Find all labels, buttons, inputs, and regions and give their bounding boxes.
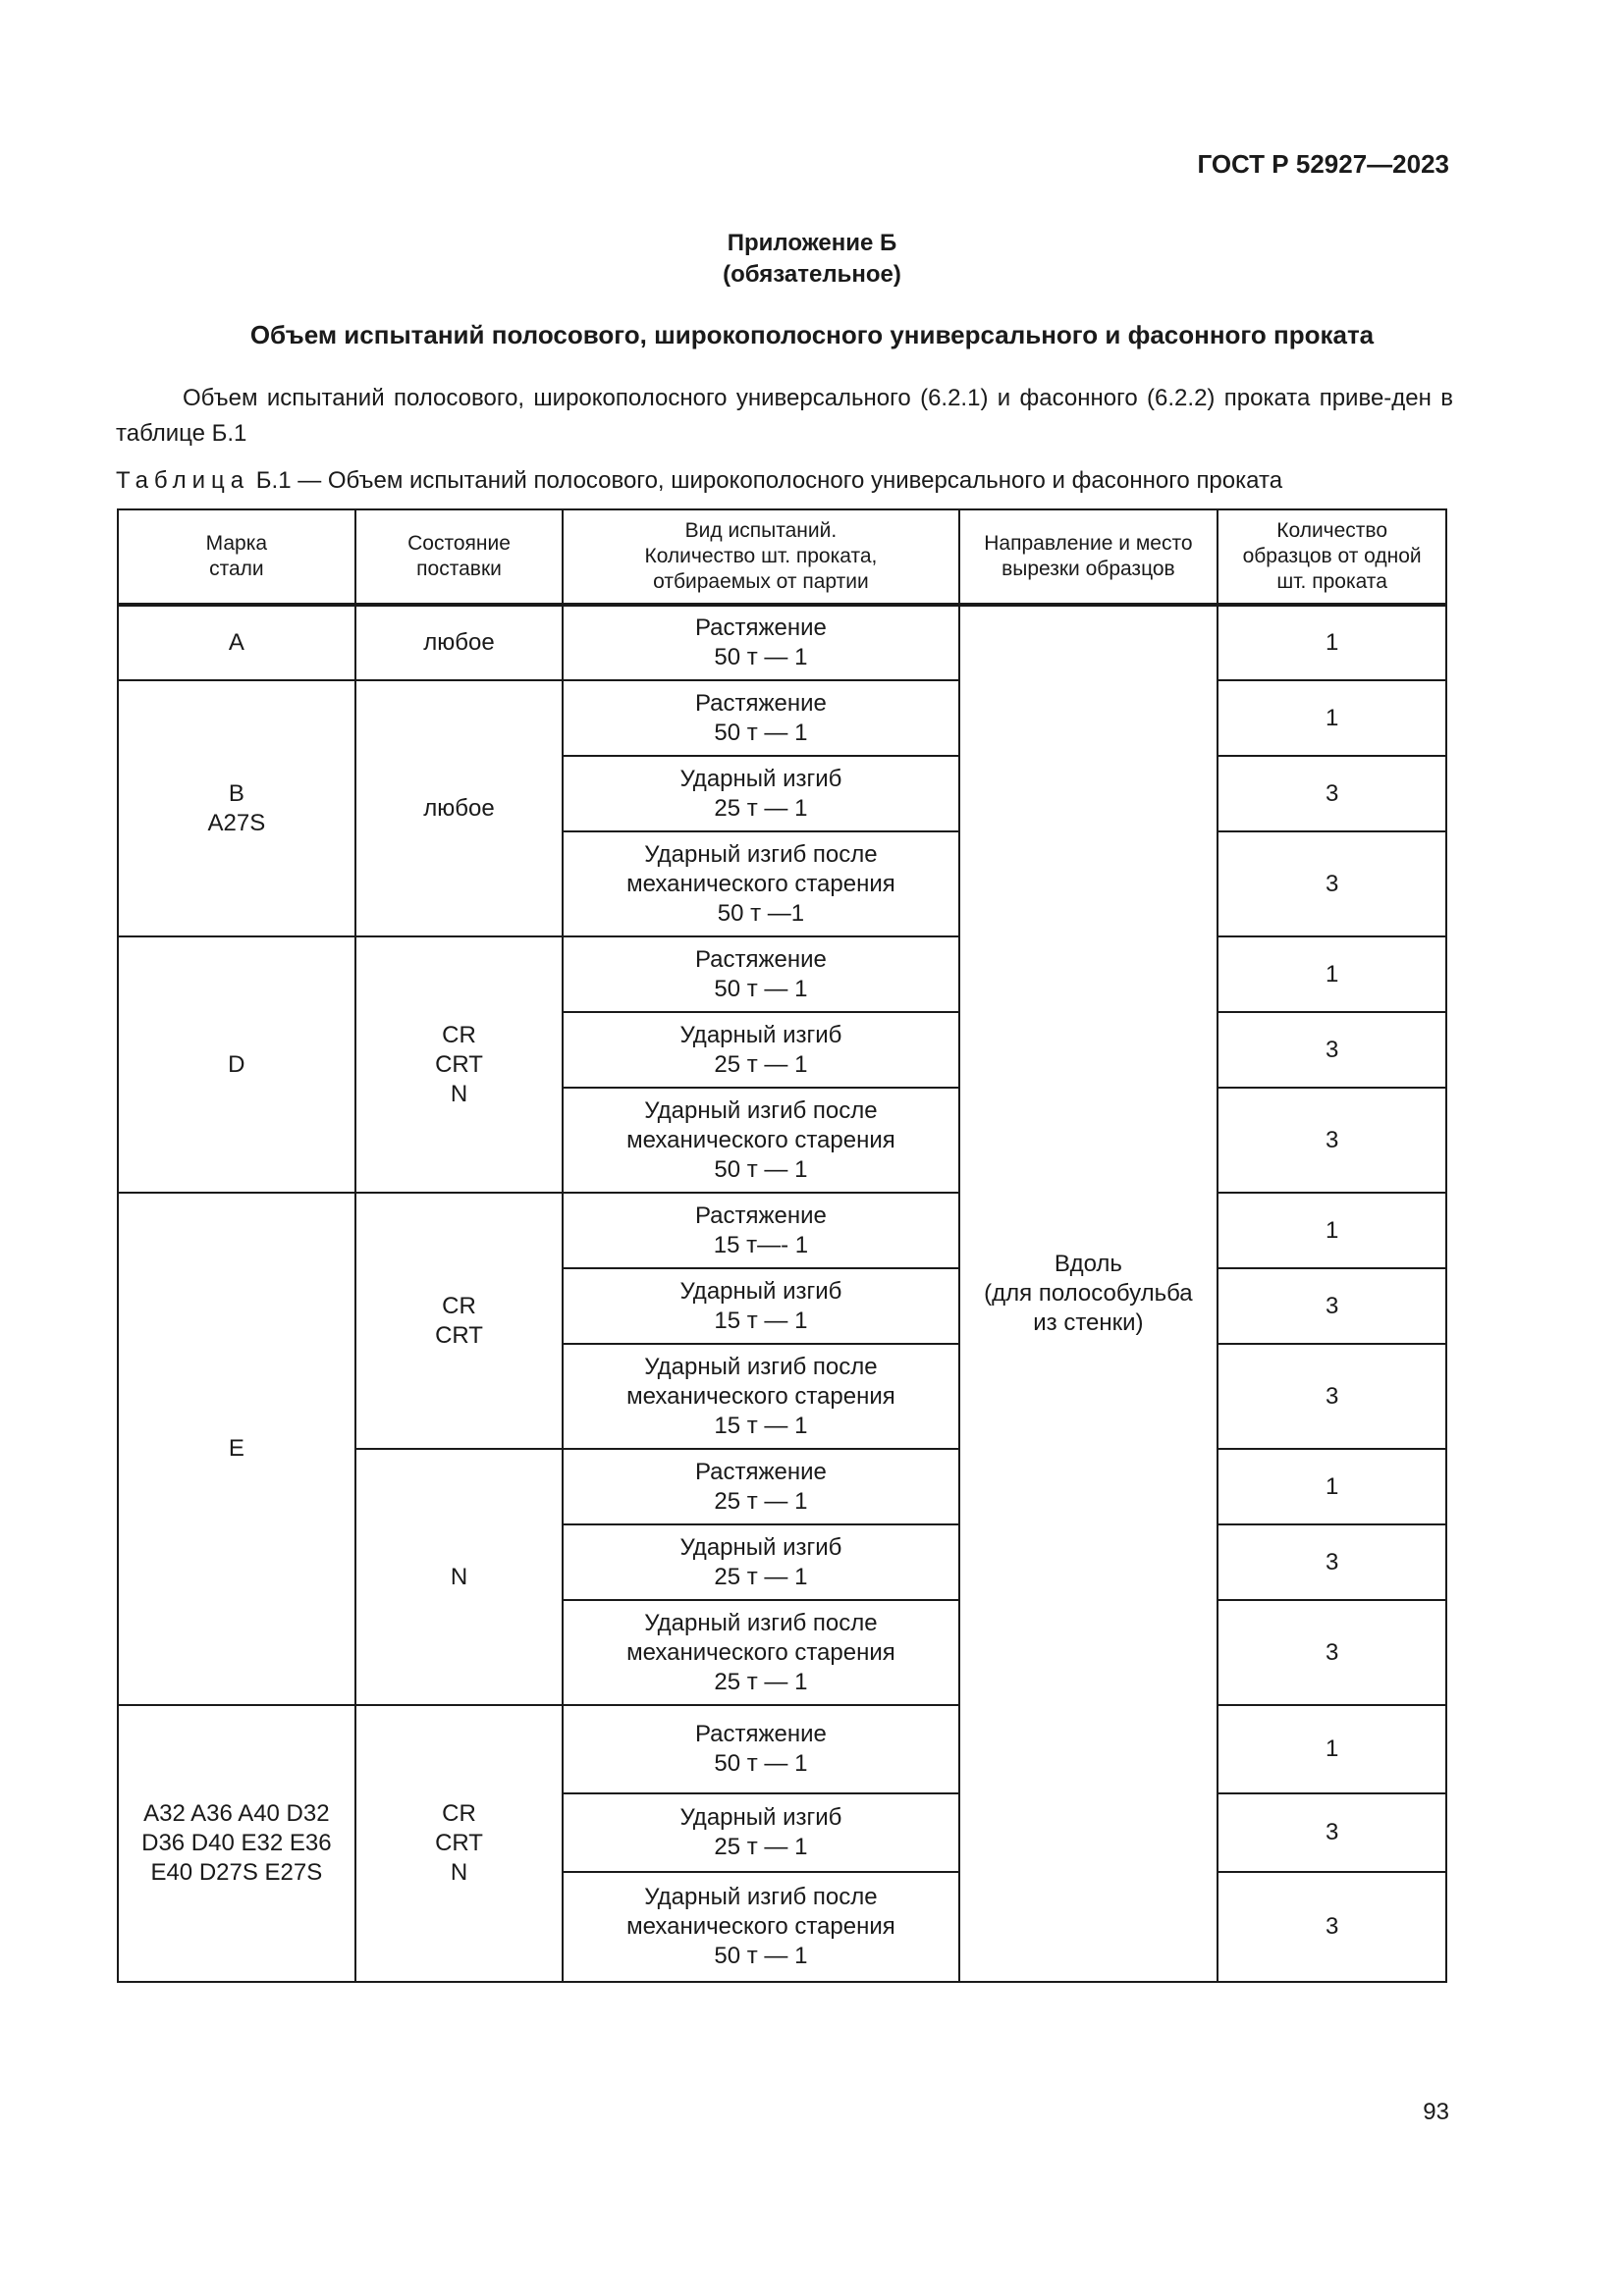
delivery-condition-cell: любое: [355, 605, 564, 680]
sample-count-cell: 3: [1218, 1524, 1446, 1600]
table-caption-label: Таблица: [116, 467, 250, 494]
header-sample-direction: Направление и место вырезки образцов: [959, 509, 1218, 605]
test-cell: Ударный изгиб после механического старения 50 т — 1: [563, 1088, 958, 1193]
sample-count-cell: 3: [1218, 831, 1446, 936]
test-cell: Ударный изгиб после механического старения 25 т — 1: [563, 1600, 958, 1705]
test-cell: Ударный изгиб 25 т — 1: [563, 1012, 958, 1088]
steel-grade-cell: E: [118, 1193, 355, 1705]
test-scope-table: [117, 508, 1447, 1983]
test-cell: Растяжение 50 т — 1: [563, 680, 958, 756]
sample-count-cell: 3: [1218, 1872, 1446, 1982]
test-cell: Ударный изгиб после механического старения 50 т —1: [563, 831, 958, 936]
annex-status: (обязательное): [723, 261, 901, 288]
standard-number: ГОСТ Р 52927—2023: [1197, 149, 1449, 179]
table-row: [118, 1193, 1446, 1268]
intro-paragraph: Объем испытаний полосового, широкополосного универсального (6.2.1) и фасонного (6.2.2) проката приве-ден в таблице Б.1: [116, 385, 1453, 447]
sample-count-cell: 3: [1218, 1268, 1446, 1344]
steel-grade-cell: B A27S: [118, 680, 355, 936]
steel-grade-cell: A: [118, 605, 355, 680]
delivery-condition-cell: CR CRT N: [355, 1705, 564, 1982]
delivery-condition-cell: любое: [355, 680, 564, 936]
sample-count-cell: 1: [1218, 936, 1446, 1012]
section-heading: Объем испытаний полосового, широкополосного универсального и фасонного проката: [249, 320, 1375, 349]
annex-title: Приложение Б: [727, 230, 897, 256]
test-cell: Ударный изгиб после механического старения 15 т — 1: [563, 1344, 958, 1449]
sample-count-cell: 3: [1218, 1793, 1446, 1872]
sample-count-cell: 1: [1218, 1193, 1446, 1268]
sample-count-cell: 3: [1218, 1600, 1446, 1705]
test-cell: Растяжение 50 т — 1: [563, 936, 958, 1012]
delivery-condition-cell: CR CRT N: [355, 936, 564, 1193]
test-cell: Растяжение 50 т — 1: [563, 1705, 958, 1793]
test-cell: Ударный изгиб 15 т — 1: [563, 1268, 958, 1344]
delivery-condition-cell: CR CRT: [355, 1193, 564, 1449]
delivery-condition-cell: N: [355, 1449, 564, 1705]
steel-grade-cell: D: [118, 936, 355, 1193]
table-row: [118, 605, 1446, 680]
sample-count-cell: 3: [1218, 1344, 1446, 1449]
table-header-row: [118, 509, 1446, 605]
test-cell: Растяжение 25 т — 1: [563, 1449, 958, 1524]
test-cell: Ударный изгиб 25 т — 1: [563, 1524, 958, 1600]
annex-header: [0, 228, 1624, 291]
table-row: [118, 936, 1446, 1012]
sample-count-cell: 1: [1218, 1449, 1446, 1524]
table-caption-text: Б.1 — Объем испытаний полосового, широкополосного универсального и фасонного проката: [255, 467, 1283, 494]
sample-direction-cell: Вдоль (для полособульба из стенки): [959, 605, 1218, 1982]
steel-grade-cell: A32 A36 A40 D32 D36 D40 E32 E36 E40 D27S E27S: [118, 1705, 355, 1982]
sample-count-cell: 1: [1218, 605, 1446, 680]
header-sample-count: Количество образцов от одной шт. проката: [1218, 509, 1446, 605]
header-test-type: Вид испытаний. Количество шт. проката, отбираемых от партии: [563, 509, 958, 605]
table-caption: [116, 467, 1282, 495]
test-cell: Ударный изгиб после механического старения 50 т — 1: [563, 1872, 958, 1982]
page-number: 93: [1423, 2099, 1449, 2125]
test-cell: Растяжение 50 т — 1: [563, 605, 958, 680]
sample-count-cell: 3: [1218, 1088, 1446, 1193]
test-cell: Растяжение 15 т—- 1: [563, 1193, 958, 1268]
header-steel-grade: Марка стали: [118, 509, 355, 605]
sample-count-cell: 3: [1218, 1012, 1446, 1088]
header-delivery-condition: Состояние поставки: [355, 509, 564, 605]
test-cell: Ударный изгиб 25 т — 1: [563, 756, 958, 831]
sample-count-cell: 1: [1218, 680, 1446, 756]
sample-count-cell: 1: [1218, 1705, 1446, 1793]
sample-count-cell: 3: [1218, 756, 1446, 831]
table-row: [118, 680, 1446, 756]
test-cell: Ударный изгиб 25 т — 1: [563, 1793, 958, 1872]
table-row: [118, 1705, 1446, 1793]
